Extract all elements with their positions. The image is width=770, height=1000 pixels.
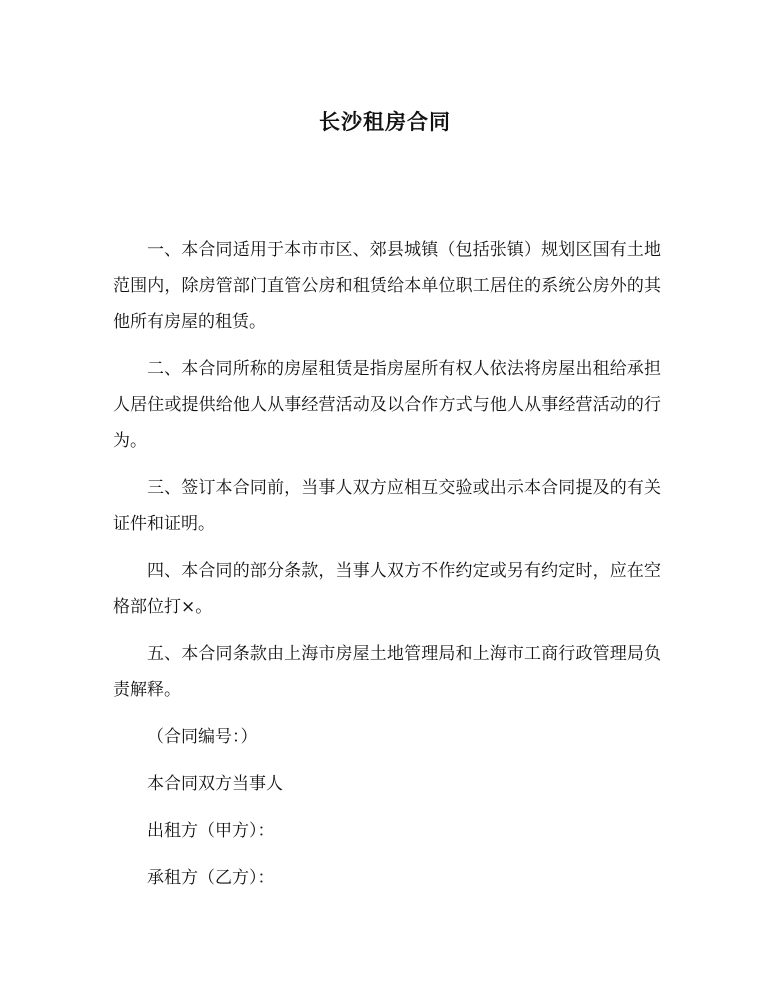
- contract-number-label: （合同编号：）: [147, 727, 258, 747]
- document-body: [113, 232, 661, 907]
- paragraph-2: 二、本合同所称的房屋租赁是指房屋所有权人依法将房屋出租给承担人居住或提供给他人从事经营活动及以合作方式与他人从事经营活动的行为。: [113, 359, 661, 451]
- document-title: 长沙租房合同: [319, 110, 451, 134]
- parties-heading: 本合同双方当事人: [147, 774, 283, 794]
- paragraph-3: 三、签订本合同前，当事人双方应相互交验或出示本合同提及的有关证件和证明。: [113, 478, 661, 534]
- paragraph-1: 一、本合同适用于本市市区、郊县城镇（包括张镇）规划区国有土地范围内，除房管部门直管公房和租赁给本单位职工居住的系统公房外的其他所有房屋的租赁。: [113, 240, 661, 332]
- lessor-label: 出租方（甲方）：: [147, 821, 275, 841]
- paragraph-5: 五、本合同条款由上海市房屋土地管理局和上海市工商行政管理局负责解释。: [113, 644, 661, 700]
- paragraph-4: 四、本合同的部分条款，当事人双方不作约定或另有约定时，应在空格部位打×。: [113, 561, 661, 617]
- lessee-label: 承租方（乙方）：: [147, 868, 275, 888]
